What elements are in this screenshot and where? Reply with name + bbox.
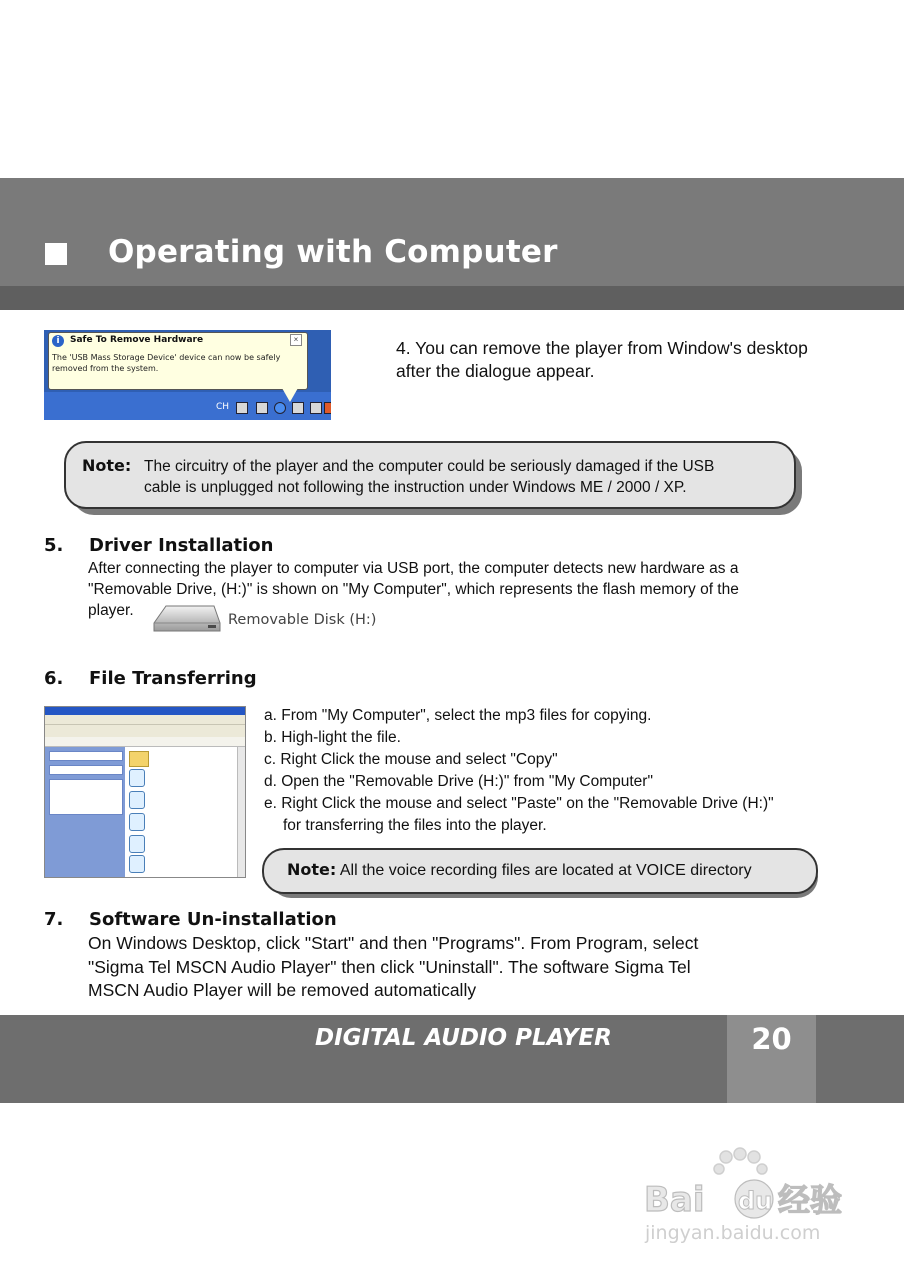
menu-bar (45, 715, 245, 725)
section-number: 7. (44, 909, 64, 930)
window-titlebar (45, 707, 245, 715)
balloon-title: Safe To Remove Hardware (70, 335, 204, 345)
note-text (287, 860, 752, 880)
scrollbar[interactable] (237, 747, 246, 877)
svg-text:经验: 经验 (778, 1181, 843, 1219)
body-line: "Removable Drive, (H:)" is shown on "My Computer", which represents the flash memory of the (88, 581, 739, 598)
task-panel (49, 765, 123, 775)
section-body (88, 932, 808, 1003)
file-transfer-steps (264, 705, 844, 837)
close-icon[interactable]: × (290, 334, 302, 346)
audio-file-icon (129, 769, 145, 787)
note-label: Note: (82, 456, 132, 475)
disk-label: Removable Disk (H:) (228, 612, 377, 628)
header-band-dark (0, 286, 904, 310)
watermark-url: jingyan.baidu.com (645, 1222, 821, 1244)
section-number: 6. (44, 668, 64, 689)
page-number: 20 (751, 1022, 792, 1056)
audio-file-icon (129, 791, 145, 809)
note-label: Note: (287, 860, 337, 879)
body-line: player. (88, 602, 134, 619)
balloon-message: The 'USB Mass Storage Device' device can now be safely removed from the system. (52, 353, 281, 373)
svg-text:Bai: Bai (644, 1180, 705, 1220)
section-number: 5. (44, 535, 64, 556)
list-item: d. Open the "Removable Drive (H:)" from "My Computer" (264, 773, 653, 790)
network-icon (292, 402, 304, 414)
list-item: for transferring the files into the player. (283, 817, 547, 834)
address-bar (45, 737, 245, 747)
note-line: The circuitry of the player and the computer could be seriously damaged if the USB (144, 458, 715, 475)
page-title: Operating with Computer (108, 234, 558, 270)
removable-disk-icon (152, 603, 222, 637)
audio-file-icon (129, 855, 145, 873)
audio-file-icon (129, 813, 145, 831)
toolbar (45, 725, 245, 737)
details-panel (49, 779, 123, 815)
volume-icon (310, 402, 322, 414)
body-line: "Sigma Tel MSCN Audio Player" then click "Uninstall". The software Sigma Tel (88, 956, 691, 977)
info-icon: i (52, 335, 64, 347)
section-title: Software Un-installation (89, 909, 337, 930)
square-bullet-icon (45, 243, 67, 265)
note-text (144, 456, 784, 498)
balloon-tail (282, 388, 298, 402)
body-line: After connecting the player to computer via USB port, the computer detects new hardware as a (88, 560, 739, 577)
audio-file-icon (129, 835, 145, 853)
keyboard-icon (236, 402, 248, 414)
safe-remove-screenshot (44, 330, 331, 420)
note-body: All the voice recording files are located at VOICE directory (336, 862, 752, 879)
step-4-text: 4. You can remove the player from Window's desktop after the dialogue appear. (396, 338, 808, 381)
list-item: e. Right Click the mouse and select "Paste" on the "Removable Drive (H:)" (264, 795, 774, 812)
explorer-screenshot (44, 706, 246, 878)
tray-icon (324, 402, 331, 414)
help-icon (256, 402, 268, 414)
folder-icon (129, 751, 149, 767)
footer-title: DIGITAL AUDIO PLAYER (315, 1025, 612, 1051)
body-line: MSCN Audio Player will be removed automatically (88, 980, 477, 1000)
language-indicator: CH (216, 402, 230, 412)
note-line: cable is unplugged not following the instruction under Windows ME / 2000 / XP. (144, 479, 687, 496)
section-title: File Transferring (89, 668, 257, 689)
list-item: c. Right Click the mouse and select "Copy" (264, 751, 558, 768)
list-item: a. From "My Computer", select the mp3 files for copying. (264, 707, 652, 724)
list-item: b. High-light the file. (264, 729, 401, 746)
task-panel (49, 751, 123, 761)
section-title: Driver Installation (89, 535, 274, 556)
safe-remove-icon[interactable] (274, 402, 286, 414)
body-line: On Windows Desktop, click "Start" and then "Programs". From Program, select (88, 933, 699, 953)
svg-text:du: du (738, 1187, 773, 1215)
